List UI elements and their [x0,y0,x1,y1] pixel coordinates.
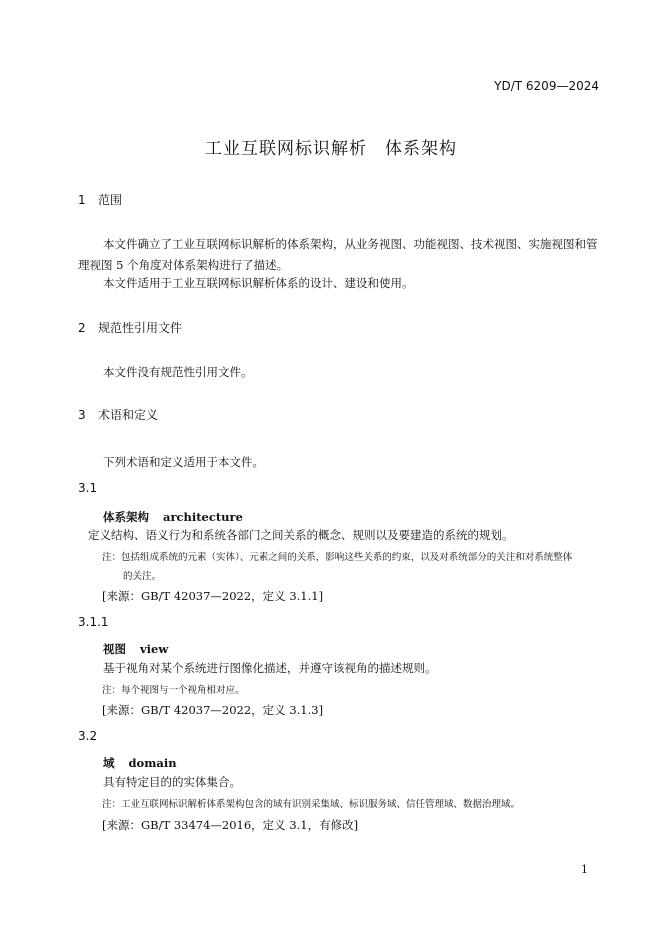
term-zh: 域 [103,756,115,770]
term-heading [103,641,168,657]
term-number: 3.1.1 [78,615,109,629]
term-source: [来源：GB/T 42037—2022，定义 3.1.3] [102,703,324,717]
terms-intro-paragraph: 下列术语和定义适用于本文件。 [103,455,264,469]
term-heading [103,755,177,771]
term-note-line-1: 注：每个视图与一个视角相对应。 [102,685,245,696]
section-title: 范围 [98,193,123,207]
scope-paragraph-1: 本文件确立了工业互联网标识解析的体系架构，从业务视图、功能视图、技术视图、实施视图和管理视图 5 个角度对体系架构进行了描述。 [78,237,598,272]
term-definition: 基于视角对某个系统进行图像化描述，并遵守该视角的描述规则。 [103,661,437,675]
term-zh: 体系架构 [103,510,149,524]
section-title: 规范性引用文件 [98,321,183,335]
term-heading [103,509,243,525]
term-en: architecture [163,510,243,524]
section-number: 2 [78,321,86,335]
term-note-line-1: 注：包括组成系统的元素（实体）、元素之间的关系，影响这些关系的约束，以及对系统部分的关注和对系统整体 [102,552,573,563]
term-number: 3.1 [78,481,98,495]
term-source: [来源：GB/T 42037—2022，定义 3.1.1] [102,589,324,603]
section-number: 3 [78,408,86,422]
page-number: 1 [581,863,588,876]
document-title: 工业互联网标识解析 体系架构 [205,139,457,159]
term-definition: 具有特定目的的实体集合。 [103,775,241,789]
section-3-heading [78,406,158,423]
term-note-line-1: 注：工业互联网标识解析体系架构包含的域有识别采集域、标识服务域、信任管理域、数据治理域。 [102,799,521,810]
term-note-line-2: 的关注。 [123,571,162,582]
section-1-heading [78,191,122,208]
term-en: view [140,642,169,656]
term-zh: 视图 [103,642,126,656]
scope-paragraph-2: 本文件适用于工业互联网标识解析体系的设计、建设和使用。 [103,276,414,290]
section-2-heading [78,319,182,336]
section-number: 1 [78,193,86,207]
term-number: 3.2 [78,729,98,743]
term-source: [来源：GB/T 33474—2016，定义 3.1，有修改] [102,818,359,832]
normative-references-paragraph: 本文件没有规范性引用文件。 [103,365,253,379]
term-en: domain [128,756,177,770]
section-title: 术语和定义 [98,408,159,422]
term-definition: 定义结构、语义行为和系统各部门之间关系的概念、规则以及要建造的系统的规划。 [88,528,514,542]
document-number: YD/T 6209—2024 [494,79,599,93]
